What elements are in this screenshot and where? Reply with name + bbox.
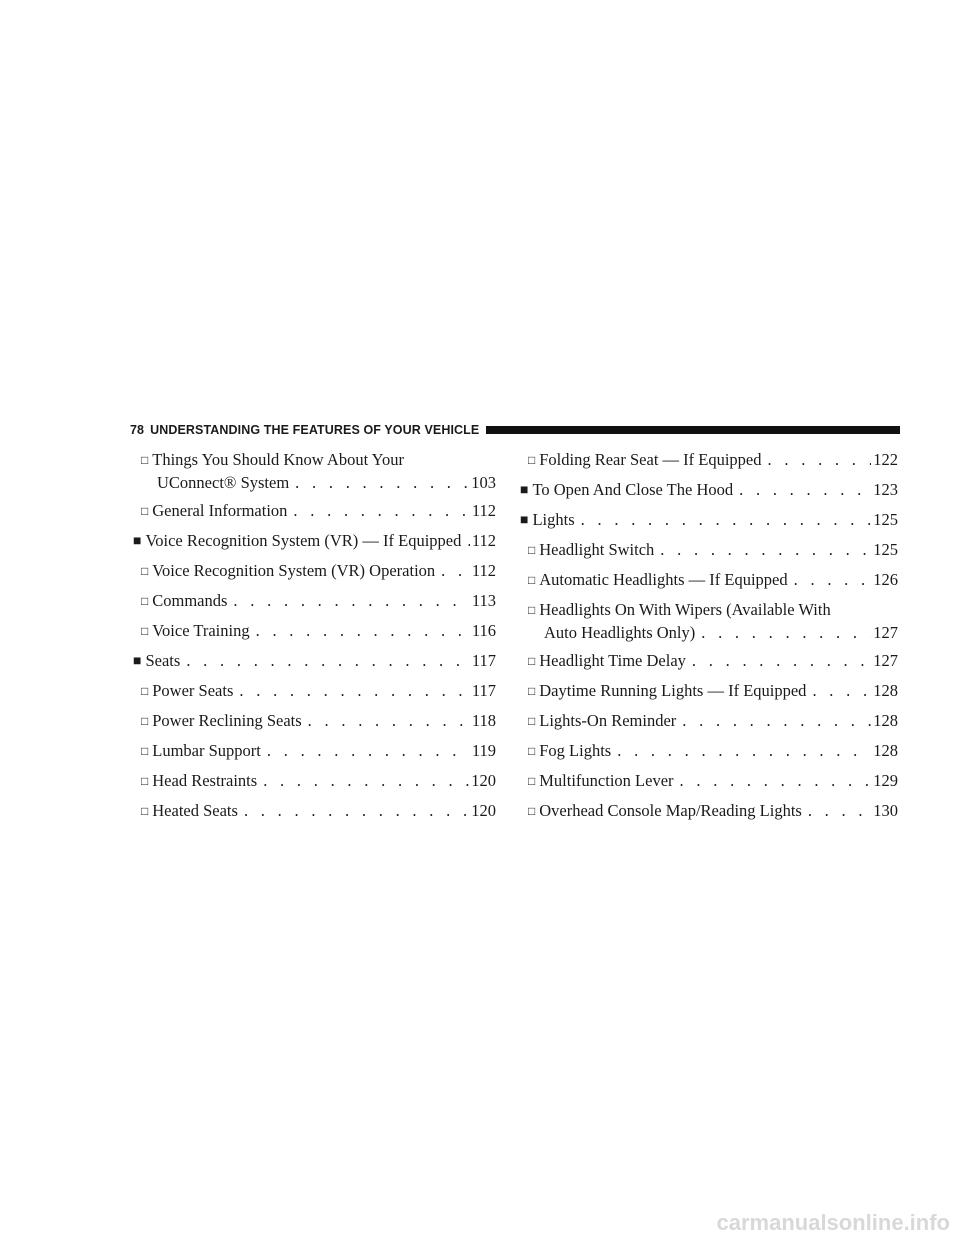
toc-page-number: 116 bbox=[471, 621, 496, 640]
toc-page-number: 122 bbox=[873, 450, 898, 469]
subsection-box-icon: □ bbox=[528, 543, 536, 557]
toc-page-number: 112 bbox=[471, 501, 496, 520]
toc-column-left bbox=[133, 449, 496, 830]
toc-entry[interactable] bbox=[133, 770, 496, 793]
subsection-box-icon: □ bbox=[141, 714, 149, 728]
toc-entry[interactable] bbox=[520, 599, 898, 643]
dot-leader bbox=[701, 622, 871, 643]
toc-entry[interactable] bbox=[133, 800, 496, 823]
dot-leader bbox=[682, 710, 871, 731]
toc-entry-title: Voice Recognition System (VR) Operation bbox=[152, 561, 436, 580]
toc-page-number: 112 bbox=[471, 531, 496, 550]
toc-page-number: 128 bbox=[873, 741, 898, 760]
toc-entry[interactable] bbox=[520, 800, 898, 823]
subsection-box-icon: □ bbox=[141, 744, 149, 758]
dot-leader bbox=[256, 620, 470, 641]
dot-leader bbox=[263, 770, 469, 791]
toc-page-number: 127 bbox=[873, 623, 898, 642]
toc-entry[interactable] bbox=[133, 500, 496, 523]
toc-entry-title: Power Seats bbox=[152, 681, 234, 700]
toc-entry-title: UConnect® System bbox=[157, 473, 290, 492]
subsection-box-icon: □ bbox=[141, 624, 149, 638]
toc-page-number: 117 bbox=[471, 681, 496, 700]
section-bullet-icon: ■ bbox=[133, 534, 142, 549]
toc-entry[interactable] bbox=[520, 569, 898, 592]
header-title: UNDERSTANDING THE FEATURES OF YOUR VEHICLE bbox=[150, 423, 480, 437]
toc-entry-title: Lumbar Support bbox=[152, 741, 261, 760]
toc-entry-title: Voice Training bbox=[152, 621, 250, 640]
toc-page-number: 118 bbox=[471, 711, 496, 730]
subsection-box-icon: □ bbox=[528, 573, 536, 587]
toc-page-number: 113 bbox=[471, 591, 496, 610]
toc-entry-title: Heated Seats bbox=[152, 801, 238, 820]
toc-entry-title: General Information bbox=[152, 501, 288, 520]
dot-leader bbox=[233, 590, 469, 611]
toc-page-number: 103 bbox=[471, 473, 496, 492]
toc-entry-title: Daytime Running Lights — If Equipped bbox=[539, 681, 807, 700]
toc-entry[interactable] bbox=[133, 530, 496, 553]
toc-entry-title: Headlight Switch bbox=[539, 540, 655, 559]
toc-page-number: 112 bbox=[471, 561, 496, 580]
dot-leader bbox=[186, 650, 470, 671]
toc-entry[interactable] bbox=[520, 740, 898, 763]
toc-entry[interactable] bbox=[520, 650, 898, 673]
toc-entry-title: Lights bbox=[532, 510, 575, 529]
subsection-box-icon: □ bbox=[141, 564, 149, 578]
toc-entry[interactable] bbox=[133, 680, 496, 703]
toc-entry-title: Headlight Time Delay bbox=[539, 651, 686, 670]
dot-leader bbox=[467, 530, 469, 551]
toc-entry[interactable] bbox=[133, 710, 496, 733]
dot-leader bbox=[441, 560, 470, 581]
toc-entry[interactable] bbox=[520, 449, 898, 472]
toc-entry[interactable] bbox=[133, 590, 496, 613]
dot-leader bbox=[267, 740, 470, 761]
toc-entry-title: Headlights On With Wipers (Available With bbox=[539, 600, 831, 619]
toc-entry-title: Seats bbox=[145, 651, 181, 670]
toc-page-number: 125 bbox=[873, 540, 898, 559]
toc-entry[interactable] bbox=[520, 770, 898, 793]
dot-leader bbox=[794, 569, 872, 590]
toc-entry-title: Automatic Headlights — If Equipped bbox=[539, 570, 788, 589]
toc-entry[interactable] bbox=[133, 650, 496, 673]
toc-entry-title: Fog Lights bbox=[539, 741, 612, 760]
toc-entry-title: Lights-On Reminder bbox=[539, 711, 677, 730]
toc-page-number: 126 bbox=[873, 570, 898, 589]
toc-entry[interactable] bbox=[520, 680, 898, 703]
toc-page-number: 130 bbox=[873, 801, 898, 820]
subsection-box-icon: □ bbox=[141, 504, 149, 518]
subsection-box-icon: □ bbox=[528, 744, 536, 758]
toc-entry[interactable] bbox=[133, 449, 496, 493]
dot-leader bbox=[581, 509, 872, 530]
dot-leader bbox=[293, 500, 469, 521]
toc-entry-title: Multifunction Lever bbox=[539, 771, 674, 790]
dot-leader bbox=[739, 479, 871, 500]
toc-page-number: 117 bbox=[471, 651, 496, 670]
subsection-box-icon: □ bbox=[528, 654, 536, 668]
subsection-box-icon: □ bbox=[528, 804, 536, 818]
toc-page-number: 125 bbox=[873, 510, 898, 529]
dot-leader bbox=[812, 680, 871, 701]
toc-entry-title: Commands bbox=[152, 591, 228, 610]
dot-leader bbox=[660, 539, 871, 560]
dot-leader bbox=[808, 800, 871, 821]
toc-column-right bbox=[520, 449, 898, 830]
toc-page-number: 128 bbox=[873, 711, 898, 730]
section-bullet-icon: ■ bbox=[133, 654, 142, 669]
header-page-number: 78 bbox=[130, 423, 145, 437]
dot-leader bbox=[768, 449, 872, 470]
subsection-box-icon: □ bbox=[528, 774, 536, 788]
dot-leader bbox=[680, 770, 872, 791]
toc-page-number: 120 bbox=[471, 771, 496, 790]
toc-entry[interactable] bbox=[520, 710, 898, 733]
dot-leader bbox=[239, 680, 469, 701]
header-rule bbox=[486, 426, 900, 434]
toc-entry-title: Overhead Console Map/Reading Lights bbox=[539, 801, 802, 820]
toc-page-number: 128 bbox=[873, 681, 898, 700]
toc-entry-title: Voice Recognition System (VR) — If Equipped bbox=[145, 531, 462, 550]
dot-leader bbox=[617, 740, 871, 761]
toc-entry-title: To Open And Close The Hood bbox=[532, 480, 734, 499]
toc-page-number: 129 bbox=[873, 771, 898, 790]
running-header bbox=[130, 423, 900, 437]
toc-entry[interactable] bbox=[133, 560, 496, 583]
subsection-box-icon: □ bbox=[141, 453, 149, 467]
dot-leader bbox=[308, 710, 470, 731]
toc-entry[interactable] bbox=[520, 509, 898, 532]
subsection-box-icon: □ bbox=[528, 603, 536, 617]
subsection-box-icon: □ bbox=[141, 684, 149, 698]
subsection-box-icon: □ bbox=[528, 453, 536, 467]
subsection-box-icon: □ bbox=[141, 804, 149, 818]
toc-entry-title: Auto Headlights Only) bbox=[544, 623, 696, 642]
toc-page-number: 127 bbox=[873, 651, 898, 670]
section-bullet-icon: ■ bbox=[520, 513, 529, 528]
toc-page-number: 123 bbox=[873, 480, 898, 499]
toc-entry-title: Head Restraints bbox=[152, 771, 258, 790]
toc-entry[interactable] bbox=[520, 539, 898, 562]
toc-entry-title: Things You Should Know About Your bbox=[152, 450, 404, 469]
dot-leader bbox=[244, 800, 469, 821]
section-bullet-icon: ■ bbox=[520, 483, 529, 498]
watermark: carmanualsonline.info bbox=[716, 1210, 950, 1235]
dot-leader bbox=[295, 472, 469, 493]
toc-page-number: 119 bbox=[471, 741, 496, 760]
toc-page-number: 120 bbox=[471, 801, 496, 820]
subsection-box-icon: □ bbox=[528, 684, 536, 698]
toc-entry-title: Folding Rear Seat — If Equipped bbox=[539, 450, 762, 469]
dot-leader bbox=[692, 650, 871, 671]
subsection-box-icon: □ bbox=[528, 714, 536, 728]
toc-entry[interactable] bbox=[520, 479, 898, 502]
subsection-box-icon: □ bbox=[141, 774, 149, 788]
toc-entry[interactable] bbox=[133, 620, 496, 643]
subsection-box-icon: □ bbox=[141, 594, 149, 608]
toc-entry[interactable] bbox=[133, 740, 496, 763]
toc-entry-title: Power Reclining Seats bbox=[152, 711, 302, 730]
